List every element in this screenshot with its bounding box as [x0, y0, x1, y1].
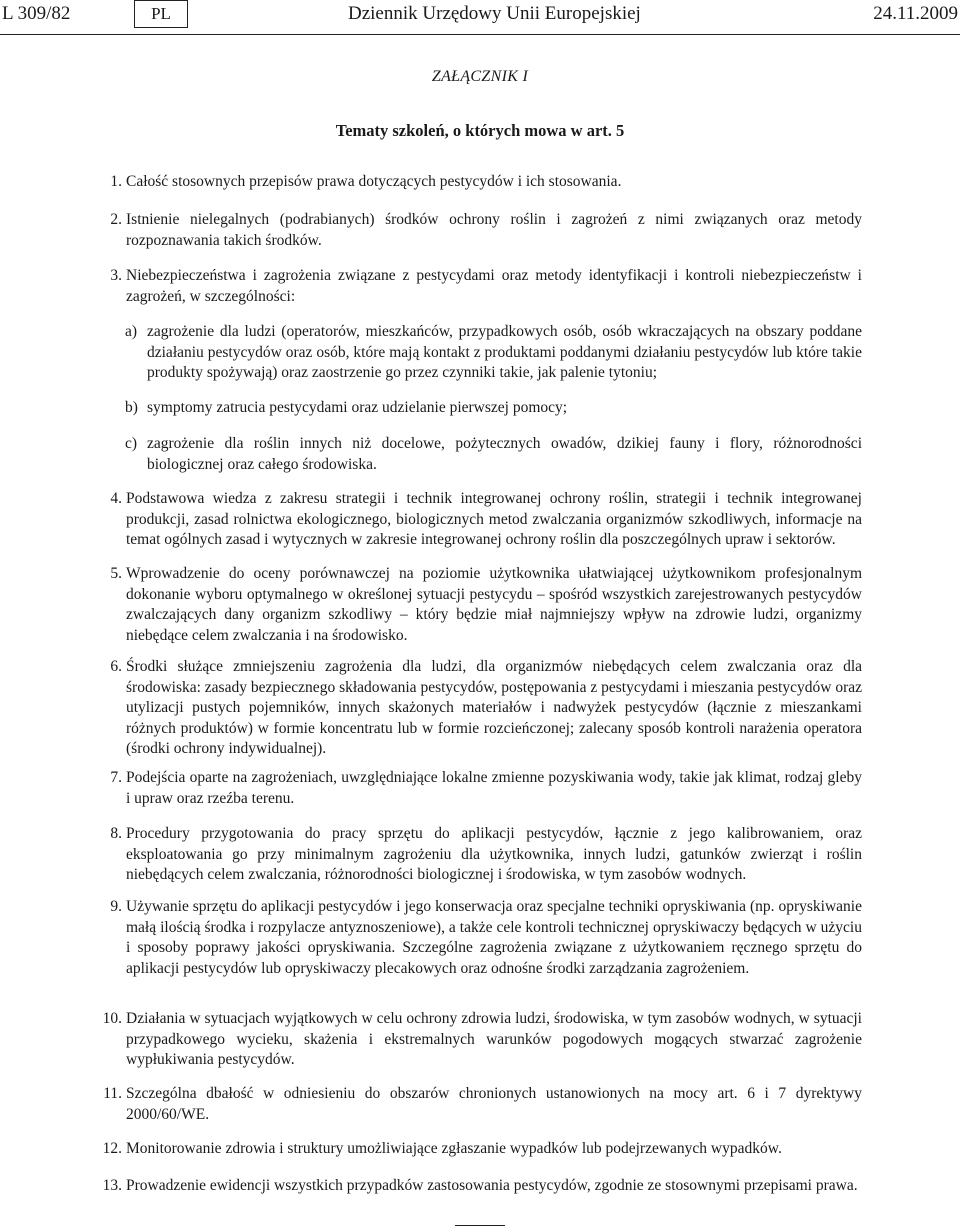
page-reference: L 309/82 [2, 3, 71, 24]
item-number: 12. [102, 1140, 122, 1157]
item-number: 4. [110, 490, 122, 507]
list-item [110, 564, 862, 646]
item-text: Używanie sprzętu do aplikacji pestycydów i jego konserwacja oraz specjalne techniki opryskiwania (np. opryskiwanie małą ilością środka i rozpylacze antyznoszeniowe), a także cele kontroli technicznej opryskiwaczy będących w użyciu i sposoby poprawy jakości opryskiwania. Szczególne zagrożenia związane z użytkowaniem ręcznego sprzętu do aplikacji pestycydów lub opryskiwaczy plecakowych oraz odnośne środki zarządzania zagrożeniem. [126, 898, 862, 977]
journal-title: Dziennik Urzędowy Unii Europejskiej [348, 3, 641, 24]
list-item [102, 1139, 862, 1160]
item-text: Istnienie nielegalnych (podrabianych) środków ochrony roślin i zagrożeń z nimi związanych oraz metody rozpoznawania takich środków. [126, 211, 862, 249]
list-item [102, 1176, 862, 1197]
list-item [110, 897, 862, 979]
item-number: 6. [110, 658, 122, 675]
list-item [110, 172, 862, 193]
sub-list-item [125, 322, 862, 384]
sub-item-text: symptomy zatrucia pestycydami oraz udzielanie pierwszej pomocy; [147, 399, 568, 416]
item-number: 13. [102, 1177, 122, 1194]
item-text: Szczególna dbałość w odniesieniu do obszarów chronionych ustanowionych na mocy art. 6 i 7 dyrektywy 2000/60/WE. [126, 1085, 862, 1123]
sub-list-item [125, 434, 862, 475]
list-item [110, 657, 862, 760]
item-text: Prowadzenie ewidencji wszystkich przypadków zastosowania pestycydów, zgodnie ze stosownymi przepisami prawa. [126, 1177, 858, 1194]
item-text: Podejścia oparte na zagrożeniach, uwzględniające lokalne zmienne pozyskiwania wody, takie jak klimat, rodzaj gleby i upraw oraz rzeźba terenu. [126, 769, 862, 807]
sub-item-text: zagrożenie dla roślin innych niż docelowe, pożytecznych owadów, dzikiej fauny i flory, różnorodności biologicznej oraz całego środowiska. [147, 435, 862, 473]
sub-item-letter: a) [125, 323, 138, 340]
publication-date: 24.11.2009 [873, 3, 958, 24]
sub-list-item [125, 398, 862, 419]
list-item [110, 210, 862, 251]
sub-item-letter: c) [125, 435, 138, 452]
list-item [110, 824, 862, 886]
item-text: Procedury przygotowania do pracy sprzętu do aplikacji pestycydów, łącznie z jego kalibrowaniem, oraz eksploatowania go przy minimalnym zagrożeniu dla użytkownika, innych ludzi, gatunków zwierząt i roślin niebędących celem zwalczania, różnorodności biologicznej i środowiska, w tym zasobów wodnych. [126, 825, 862, 883]
list-item [102, 1009, 862, 1071]
item-number: 5. [110, 565, 122, 582]
item-number: 3. [110, 267, 122, 284]
item-text: Całość stosownych przepisów prawa dotyczących pestycydów i ich stosowania. [126, 173, 622, 190]
item-number: 11. [103, 1085, 122, 1102]
list-item [103, 1084, 862, 1125]
list-item [110, 489, 862, 551]
sub-item-letter: b) [125, 399, 138, 416]
item-number: 10. [102, 1010, 122, 1027]
item-text: Niebezpieczeństwa i zagrożenia związane z pestycydami oraz metody identyfikacji i kontroli niebezpieczeństw i zagrożeń, w szczególności: [126, 267, 862, 305]
item-text: Wprowadzenie do oceny porównawczej na poziomie użytkownika ułatwiającej użytkownikom profesjonalnym dokonanie wyboru optymalnego w określonej sytuacji pestycydu – spośród wszystkich zarejestrowanych pestycydów zwalczających dany organizm szkodliwy – który będzie miał najmniejszy wpływ na zdrowie ludzi, organizmy niebędące celem zwalczania i na środowisko. [126, 565, 862, 644]
item-number: 8. [110, 825, 122, 842]
item-number: 2. [110, 211, 122, 228]
sub-item-text: zagrożenie dla ludzi (operatorów, mieszkańców, przypadkowych osób, osób wkraczających na obszary poddane działaniu pestycydów oraz osób, które mają kontakt z produktami poddanymi działaniu pestycydów lub które takie produkty spożywają) oraz zaostrzenie go przez czynniki takie, jak palenie tytoniu; [147, 323, 862, 381]
item-number: 9. [110, 898, 122, 915]
item-text: Podstawowa wiedza z zakresu strategii i technik integrowanej ochrony roślin, strategii i technik integrowanej produkcji, zasad rolnictwa ekologicznego, biologicznych metod zwalczania organizmów szkodliwych, informacje na temat ogólnych zasad i wytycznych w zakresie integrowanej ochrony roślin dla poszczególnych upraw i sektorów. [126, 490, 862, 548]
language-code-box: PL [134, 0, 188, 28]
item-text: Środki służące zmniejszeniu zagrożenia dla ludzi, dla organizmów niebędących celem zwalczania oraz dla środowiska: zasady bezpiecznego składowania pestycydów, postępowania z pestycydami i mieszania pestycydów oraz utylizacji pustych pojemników, innych skażonych materiałów i nadwyżek pestycydów (łącznie z mieszankami różnych produktów) w formie koncentratu lub w formie rozcieńczonej; zalecany sposób kontroli narażenia operatora (środki ochrony indywidualnej). [126, 658, 862, 757]
item-number: 7. [110, 769, 122, 786]
footnote-separator [455, 1225, 505, 1226]
list-item [110, 768, 862, 809]
topics-title: Tematy szkoleń, o których mowa w art. 5 [335, 121, 625, 140]
page-header [0, 0, 960, 34]
item-text: Monitorowanie zdrowia i struktury umożliwiające zgłaszanie wypadków lub podejrzewanych wypadków. [126, 1140, 782, 1157]
header-rule [0, 34, 960, 35]
list-item [110, 266, 862, 307]
annex-title: ZAŁĄCZNIK I [431, 68, 529, 85]
item-text: Działania w sytuacjach wyjątkowych w celu ochrony zdrowia ludzi, środowiska, w tym zasobów wodnych, w sytuacji przypadkowego wycieku, skażenia i ekstremalnych warunków pogodowych mogących stwarzać zagrożenie wypłukiwania pestycydów. [126, 1010, 862, 1068]
item-number: 1. [110, 173, 122, 190]
